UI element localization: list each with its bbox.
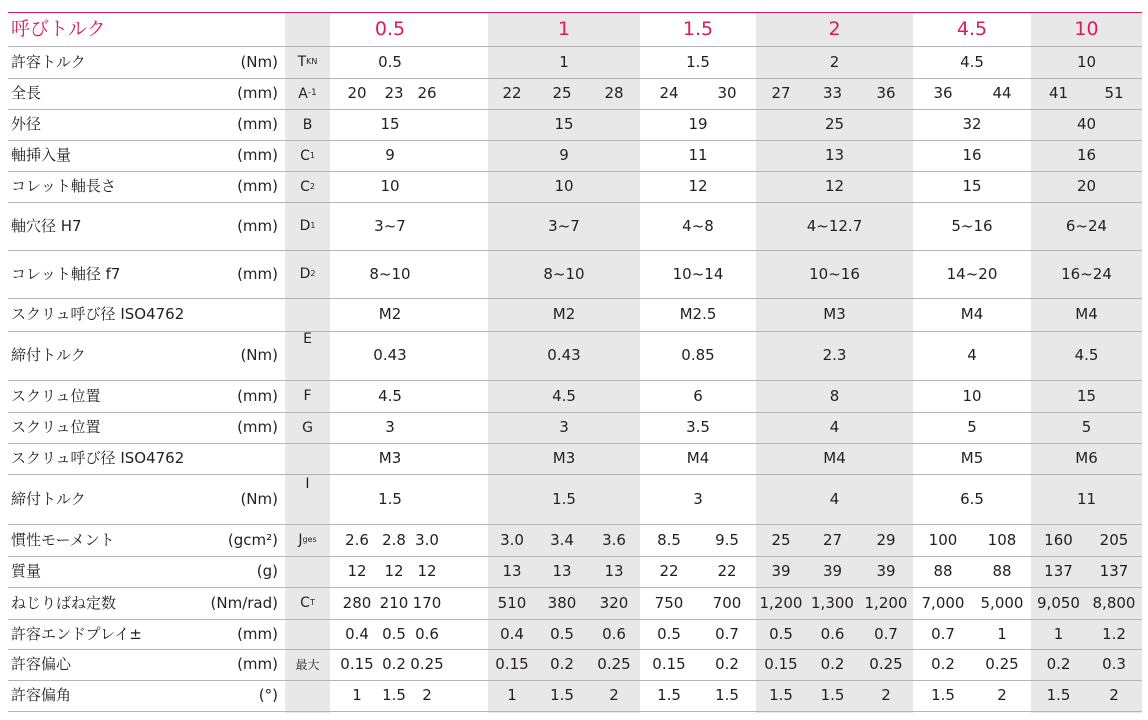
table-cell: 0.25 xyxy=(985,655,1019,673)
table-cell: 1,300 xyxy=(811,593,854,612)
row-label: 許容エンドプレイ± xyxy=(11,624,142,643)
symbol-text: F xyxy=(303,388,312,404)
table-cell: 0.25 xyxy=(597,655,631,673)
table-cell: 2.6 xyxy=(345,530,369,549)
table-cell: 30 xyxy=(717,84,737,102)
table-cell: 280 xyxy=(342,593,372,612)
table-cell: 4 xyxy=(829,418,840,436)
symbol-cell xyxy=(285,171,330,202)
table-cell: 1.5 xyxy=(715,686,739,704)
row-unit: (mm) xyxy=(237,84,278,102)
row-unit: (mm) xyxy=(237,264,278,283)
table-cell: 11 xyxy=(1076,489,1097,508)
row-label: 軸穴径 H7 xyxy=(11,216,82,235)
table-cell: 1.5 xyxy=(378,489,402,508)
table-cell: 1 xyxy=(1053,624,1064,643)
row-unit: (Nm) xyxy=(240,346,278,364)
table-cell: M2.5 xyxy=(679,305,717,323)
symbol-subscript: 2 xyxy=(310,269,316,278)
table-cell: 1.5 xyxy=(382,686,406,704)
table-cell: 0.4 xyxy=(500,624,524,643)
table-cell: 9 xyxy=(559,146,569,164)
row-label: 締付トルク xyxy=(11,489,86,508)
table-cell: 10~14 xyxy=(672,264,724,283)
header-size-1: 1 xyxy=(557,17,571,40)
table-cell: 1.5 xyxy=(820,686,845,704)
table-cell: 1.5 xyxy=(657,686,681,704)
table-cell: 33 xyxy=(822,84,843,102)
row-label: 質量 xyxy=(11,562,42,580)
table-cell: 40 xyxy=(1076,115,1097,133)
table-cell: 0.15 xyxy=(652,655,686,673)
table-cell: 19 xyxy=(688,115,708,133)
table-cell: 26 xyxy=(417,84,437,102)
table-cell: 24 xyxy=(659,84,679,102)
table-cell: 1 xyxy=(507,686,517,704)
table-cell: 1.5 xyxy=(931,686,955,704)
table-cell: 100 xyxy=(928,530,958,549)
row-unit: (mm) xyxy=(237,418,278,436)
header-size-4: 4.5 xyxy=(956,17,988,40)
table-cell: 2 xyxy=(829,52,840,71)
table-cell: 0.15 xyxy=(764,655,798,673)
symbol-subscript: ges xyxy=(302,535,317,544)
table-cell: M3 xyxy=(378,449,402,467)
table-cell: M6 xyxy=(1075,449,1098,467)
table-cell: 3 xyxy=(385,418,395,436)
row-label: コレット軸長さ xyxy=(11,177,116,195)
table-cell: 0.7 xyxy=(874,624,898,643)
table-cell: 6 xyxy=(693,386,703,405)
table-cell: 0.15 xyxy=(340,655,374,673)
table-cell: 12 xyxy=(824,177,845,195)
table-cell: 3.4 xyxy=(550,530,574,549)
header-size-3: 2 xyxy=(828,17,841,40)
row-label: スクリュ呼び径 ISO4762 xyxy=(11,305,185,323)
table-cell: 0.15 xyxy=(495,655,529,673)
table-cell: 3 xyxy=(693,489,703,508)
table-cell: 380 xyxy=(547,593,577,612)
header-size-2: 1.5 xyxy=(682,17,714,40)
table-cell: 3.5 xyxy=(686,418,710,436)
table-cell: 27 xyxy=(771,84,791,102)
table-cell: 170 xyxy=(412,593,442,612)
symbol-text: I xyxy=(305,475,310,492)
table-cell: 15 xyxy=(1076,386,1097,405)
table-cell: 0.2 xyxy=(820,655,845,673)
table-cell: 0.5 xyxy=(769,624,793,643)
table-cell: 36 xyxy=(876,84,896,102)
table-cell: 12 xyxy=(417,562,437,580)
table-cell: 1.5 xyxy=(769,686,793,704)
table-cell: 0.5 xyxy=(382,624,406,643)
table-cell: 3.6 xyxy=(602,530,626,549)
table-cell: 1.5 xyxy=(552,489,576,508)
table-cell: 15 xyxy=(380,115,400,133)
row-label: ねじりばね定数 xyxy=(11,593,117,612)
table-cell: 32 xyxy=(962,115,982,133)
symbol-subscript: KN xyxy=(306,57,318,66)
row-label: スクリュ位置 xyxy=(11,418,101,436)
table-cell: 137 xyxy=(1044,562,1073,580)
table-cell: 1,200 xyxy=(864,593,908,612)
table-cell: 8 xyxy=(829,386,840,405)
table-cell: 9 xyxy=(385,146,395,164)
row-label: 許容トルク xyxy=(11,52,86,71)
table-cell: 3~7 xyxy=(374,216,406,235)
table-cell: 2 xyxy=(997,686,1007,704)
table-cell: 22 xyxy=(502,84,522,102)
table-cell: 12 xyxy=(384,562,404,580)
table-cell: 1 xyxy=(352,686,362,704)
row-unit: (mm) xyxy=(237,216,278,235)
table-cell: 11 xyxy=(688,146,708,164)
table-cell: 2.8 xyxy=(382,530,406,549)
symbol-cell xyxy=(285,140,330,171)
symbol-text: D xyxy=(299,218,311,234)
table-cell: 39 xyxy=(771,562,791,580)
symbol-cell xyxy=(285,587,330,619)
table-cell: M4 xyxy=(1075,305,1098,323)
table-cell: 4 xyxy=(967,346,977,364)
table-cell: M4 xyxy=(960,305,984,323)
row-label: 軸挿入量 xyxy=(11,146,72,164)
table-cell: 0.5 xyxy=(657,624,681,643)
table-cell: 15 xyxy=(962,177,982,195)
table-cell: 1.5 xyxy=(550,686,574,704)
symbol-text: E xyxy=(303,331,312,347)
table-cell: 137 xyxy=(1099,562,1129,580)
symbol-text: G xyxy=(302,419,313,436)
table-cell: 0.2 xyxy=(931,655,955,673)
table-cell: 22 xyxy=(717,562,737,580)
symbol-cell xyxy=(285,109,330,140)
table-cell: M4 xyxy=(823,449,846,467)
table-cell: 0.2 xyxy=(1046,655,1071,673)
table-cell: 0.6 xyxy=(415,624,439,643)
header-size-0: 0.5 xyxy=(374,17,406,40)
symbol-text: 最大 xyxy=(295,658,320,672)
row-unit: (mm) xyxy=(237,115,278,133)
table-cell: 1 xyxy=(997,624,1007,643)
table-cell: 108 xyxy=(987,530,1017,549)
row-unit: (mm) xyxy=(237,624,278,643)
table-cell: 0.5 xyxy=(378,52,402,71)
table-cell: 210 xyxy=(379,593,409,612)
table-cell: 2 xyxy=(1109,686,1119,704)
table-cell: 0.3 xyxy=(1102,655,1126,673)
table-cell: 4~12.7 xyxy=(806,216,863,235)
table-cell: 14~20 xyxy=(946,264,998,283)
row-unit: (Nm/rad) xyxy=(210,593,278,612)
table-cell: 28 xyxy=(604,84,624,102)
table-cell: 12 xyxy=(688,177,708,195)
table-cell: 7,000 xyxy=(921,593,965,612)
table-cell: 88 xyxy=(933,562,953,580)
table-cell: 13 xyxy=(604,562,624,580)
table-cell: 4.5 xyxy=(1074,346,1099,364)
table-cell: 0.7 xyxy=(931,624,955,643)
row-label: 許容偏心 xyxy=(11,655,72,673)
row-label: 慣性モーメント xyxy=(11,530,115,549)
symbol-cell xyxy=(285,443,330,524)
table-cell: 0.85 xyxy=(681,346,715,364)
symbol-cell xyxy=(285,524,330,556)
table-cell: 13 xyxy=(502,562,522,580)
row-label: 外径 xyxy=(11,115,42,133)
table-cell: 8~10 xyxy=(543,264,585,283)
table-cell: 2 xyxy=(881,686,891,704)
table-cell: 2.3 xyxy=(822,346,847,364)
table-cell: 15 xyxy=(554,115,574,133)
header-size-5: 10 xyxy=(1074,17,1099,40)
symbol-text: C xyxy=(300,147,310,164)
table-cell: 10 xyxy=(380,177,400,195)
table-cell: 4.5 xyxy=(552,386,576,405)
symbol-subscript: 1 xyxy=(310,221,316,230)
symbol-cell xyxy=(285,412,330,443)
table-cell: 88 xyxy=(992,562,1012,580)
table-cell: 13 xyxy=(552,562,572,580)
symbol-subscript: 2 xyxy=(309,181,315,191)
symbol-text: C xyxy=(300,595,310,611)
table-cell: 1 xyxy=(559,52,569,71)
row-unit: (Nm) xyxy=(240,52,278,71)
table-cell: M2 xyxy=(552,305,576,323)
table-cell: 5,000 xyxy=(980,593,1024,612)
table-cell: 6~24 xyxy=(1065,216,1108,235)
table-cell: 750 xyxy=(654,593,684,612)
symbol-superscript: -1 xyxy=(307,88,317,98)
table-cell: 16~24 xyxy=(1061,264,1112,283)
symbol-text: A xyxy=(298,85,308,102)
row-unit: (mm) xyxy=(237,146,278,164)
table-cell: 3~7 xyxy=(548,216,580,235)
symbol-text: T xyxy=(297,54,307,70)
table-cell: 3.0 xyxy=(500,530,524,549)
symbol-cell xyxy=(285,46,330,78)
table-cell: 12 xyxy=(347,562,367,580)
table-cell: 23 xyxy=(384,84,404,102)
table-cell: 1.2 xyxy=(1102,624,1126,643)
table-cell: 320 xyxy=(599,593,629,612)
table-cell: 1.5 xyxy=(1046,686,1071,704)
table-cell: 9.5 xyxy=(715,530,739,549)
table-cell: 20 xyxy=(1076,177,1097,195)
table-cell: 0.25 xyxy=(410,655,444,673)
row-unit: (mm) xyxy=(237,386,278,405)
row-unit: (g) xyxy=(256,562,278,580)
row-unit: (mm) xyxy=(237,177,278,195)
row-label: コレット軸径 f7 xyxy=(11,264,121,283)
table-cell: 8,800 xyxy=(1092,593,1136,612)
symbol-cell xyxy=(285,78,330,109)
row-rule xyxy=(8,711,1142,712)
table-cell: 10 xyxy=(962,386,982,405)
symbol-cell xyxy=(285,619,330,711)
table-cell: 9,050 xyxy=(1037,593,1080,612)
symbol-text: D xyxy=(299,266,311,282)
table-cell: 36 xyxy=(933,84,953,102)
table-cell: 5 xyxy=(967,418,977,436)
table-cell: 205 xyxy=(1099,530,1129,549)
row-label: スクリュ呼び径 ISO4762 xyxy=(11,449,185,467)
table-cell: 16 xyxy=(962,146,982,164)
table-cell: 6.5 xyxy=(960,489,984,508)
table-cell: 41 xyxy=(1048,84,1069,102)
row-label: 許容偏角 xyxy=(11,686,72,704)
symbol-subscript: 1 xyxy=(309,150,315,160)
table-cell: 0.2 xyxy=(382,655,406,673)
row-label: 締付トルク xyxy=(11,346,86,364)
table-cell: 3.0 xyxy=(415,530,439,549)
table-cell: 51 xyxy=(1104,84,1124,102)
table-cell: 510 xyxy=(497,593,527,612)
table-cell: 0.43 xyxy=(373,346,407,364)
table-cell: 4.5 xyxy=(378,386,402,405)
table-cell: M3 xyxy=(552,449,576,467)
table-cell: 22 xyxy=(659,562,679,580)
symbol-text: J xyxy=(298,532,303,548)
row-label: スクリュ位置 xyxy=(11,386,101,405)
row-unit: (°) xyxy=(258,686,278,704)
table-cell: 10~16 xyxy=(809,264,860,283)
table-cell: 3 xyxy=(559,418,569,436)
row-unit: (Nm) xyxy=(240,489,278,508)
table-cell: 0.4 xyxy=(345,624,369,643)
table-cell: 16 xyxy=(1076,146,1097,164)
table-cell: 0.2 xyxy=(715,655,739,673)
table-cell: 20 xyxy=(347,84,367,102)
table-cell: 25 xyxy=(771,530,791,549)
table-cell: 4 xyxy=(829,489,840,508)
table-cell: 1,200 xyxy=(759,593,803,612)
table-cell: 8.5 xyxy=(657,530,681,549)
table-cell: 0.2 xyxy=(550,655,574,673)
table-cell: 5 xyxy=(1081,418,1092,436)
table-cell: 27 xyxy=(822,530,843,549)
symbol-cell xyxy=(285,202,330,250)
table-cell: 0.43 xyxy=(547,346,581,364)
symbol-text: B xyxy=(302,116,313,133)
table-cell: 0.5 xyxy=(550,624,574,643)
row-unit: (gcm²) xyxy=(227,530,278,549)
table-cell: M4 xyxy=(686,449,710,467)
table-cell: 1.5 xyxy=(686,52,710,71)
table-cell: 700 xyxy=(712,593,742,612)
table-cell: M3 xyxy=(823,305,846,323)
table-cell: 0.25 xyxy=(869,655,903,673)
table-cell: M2 xyxy=(378,305,402,323)
table-cell: 10 xyxy=(1076,52,1097,71)
table-cell: 4.5 xyxy=(960,52,984,71)
table-cell: 8~10 xyxy=(369,264,411,283)
table-cell: 0.6 xyxy=(820,624,845,643)
symbol-cell xyxy=(285,250,330,298)
table-cell: 5~16 xyxy=(951,216,993,235)
table-cell: 2 xyxy=(609,686,619,704)
symbol-subscript: T xyxy=(309,598,315,607)
table-cell: 0.6 xyxy=(602,624,626,643)
table-cell: 13 xyxy=(824,146,845,164)
table-cell: 25 xyxy=(824,115,845,133)
row-label: 全長 xyxy=(11,84,42,102)
symbol-cell xyxy=(285,298,330,380)
symbol-text: C xyxy=(300,178,310,195)
header-label: 呼びトルク xyxy=(11,17,106,40)
table-cell: 39 xyxy=(876,562,896,580)
table-cell: M5 xyxy=(960,449,984,467)
table-cell: 25 xyxy=(552,84,572,102)
table-cell: 39 xyxy=(822,562,843,580)
row-unit: (mm) xyxy=(237,655,278,673)
table-cell: 0.7 xyxy=(715,624,739,643)
table-cell: 2 xyxy=(422,686,432,704)
table-cell: 10 xyxy=(554,177,574,195)
table-cell: 160 xyxy=(1044,530,1073,549)
table-cell: 44 xyxy=(992,84,1012,102)
symbol-cell xyxy=(285,380,330,412)
table-cell: 4~8 xyxy=(682,216,714,235)
table-cell: 29 xyxy=(876,530,896,549)
